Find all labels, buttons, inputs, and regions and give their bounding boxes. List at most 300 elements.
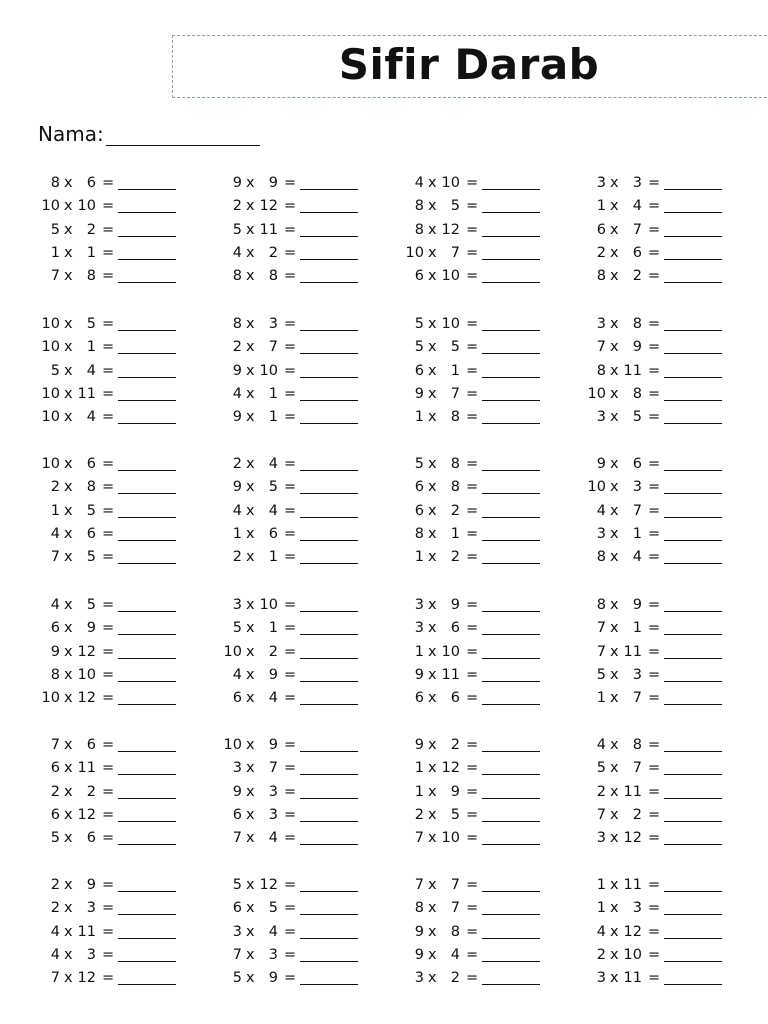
multiplier: 3	[268, 806, 278, 823]
equals-sign: =	[648, 409, 661, 426]
multiplicand: 5	[596, 666, 606, 683]
times-sign: x	[610, 316, 619, 332]
equals-sign: =	[648, 479, 661, 496]
answer-blank[interactable]	[482, 946, 540, 962]
multiplicand: 2	[50, 783, 60, 800]
answer-blank[interactable]	[482, 525, 540, 541]
times-sign: x	[610, 385, 619, 402]
answer-blank[interactable]	[300, 666, 358, 682]
times-sign: x	[610, 877, 619, 893]
name-input-line[interactable]	[106, 125, 260, 146]
answer-blank[interactable]	[300, 783, 358, 799]
equals-sign: =	[648, 268, 661, 285]
multiplier: 1	[632, 620, 642, 637]
equals-sign: =	[466, 409, 479, 426]
equals-sign: =	[284, 760, 297, 777]
equals-sign: =	[284, 620, 297, 637]
multiplier: 6	[450, 620, 460, 637]
multiplicand: 1	[596, 690, 606, 707]
answer-blank[interactable]	[300, 244, 358, 260]
answer-blank[interactable]	[118, 969, 176, 985]
equals-sign: =	[466, 877, 479, 893]
times-sign: x	[428, 760, 437, 777]
equals-sign: =	[466, 385, 479, 402]
equals-sign: =	[102, 970, 115, 987]
multiplier: 7	[268, 760, 278, 777]
answer-blank[interactable]	[118, 455, 176, 471]
multiplicand: 3	[596, 970, 606, 987]
answer-blank[interactable]	[118, 478, 176, 494]
equals-sign: =	[284, 666, 297, 683]
times-sign: x	[610, 198, 619, 215]
answer-blank[interactable]	[664, 596, 722, 612]
answer-blank[interactable]	[664, 385, 722, 401]
answer-blank[interactable]	[118, 806, 176, 822]
multiplicand: 10	[223, 643, 242, 660]
equals-sign: =	[466, 198, 479, 215]
multiplicand: 9	[414, 946, 424, 963]
answer-blank[interactable]	[300, 596, 358, 612]
answer-blank[interactable]	[664, 783, 722, 799]
multiplicand: 1	[596, 198, 606, 215]
times-sign: x	[64, 268, 73, 285]
answer-blank[interactable]	[482, 408, 540, 424]
multiplicand: 1	[596, 877, 606, 893]
answer-blank[interactable]	[300, 408, 358, 424]
answer-blank[interactable]	[482, 969, 540, 985]
answer-blank[interactable]	[118, 666, 176, 682]
answer-blank[interactable]	[300, 197, 358, 213]
answer-blank[interactable]	[482, 596, 540, 612]
answer-blank[interactable]	[664, 689, 722, 705]
answer-blank[interactable]	[300, 548, 358, 564]
answer-blank[interactable]	[664, 619, 722, 635]
answer-blank[interactable]	[300, 315, 358, 331]
equals-sign: =	[648, 783, 661, 800]
answer-blank[interactable]	[118, 876, 176, 892]
equals-sign: =	[466, 244, 479, 261]
multiplicand: 2	[232, 339, 242, 356]
times-sign: x	[246, 221, 255, 238]
equals-sign: =	[102, 806, 115, 823]
multiplicand: 2	[596, 946, 606, 963]
answer-blank[interactable]	[300, 946, 358, 962]
answer-blank[interactable]	[664, 525, 722, 541]
multiplier: 2	[632, 806, 642, 823]
answer-blank[interactable]	[482, 362, 540, 378]
answer-blank[interactable]	[300, 502, 358, 518]
answer-blank[interactable]	[482, 619, 540, 635]
answer-blank[interactable]	[664, 174, 722, 190]
multiplicand: 9	[232, 783, 242, 800]
answer-blank[interactable]	[118, 385, 176, 401]
equals-sign: =	[102, 620, 115, 637]
answer-blank[interactable]	[118, 619, 176, 635]
times-sign: x	[428, 900, 437, 917]
answer-blank[interactable]	[664, 338, 722, 354]
multiplicand: 3	[232, 597, 242, 613]
equals-sign: =	[466, 620, 479, 637]
equals-sign: =	[648, 970, 661, 987]
answer-blank[interactable]	[300, 876, 358, 892]
answer-blank[interactable]	[664, 197, 722, 213]
equals-sign: =	[102, 502, 115, 519]
equals-sign: =	[648, 362, 661, 379]
equals-sign: =	[284, 409, 297, 426]
multiplicand: 3	[414, 597, 424, 613]
times-sign: x	[610, 620, 619, 637]
multiplier: 4	[632, 549, 642, 566]
answer-blank[interactable]	[664, 408, 722, 424]
equals-sign: =	[648, 502, 661, 519]
answer-blank[interactable]	[664, 946, 722, 962]
multiplicand: 7	[232, 946, 242, 963]
multiplier: 8	[632, 385, 642, 402]
times-sign: x	[610, 244, 619, 261]
answer-blank[interactable]	[482, 502, 540, 518]
times-sign: x	[64, 525, 73, 542]
answer-blank[interactable]	[118, 525, 176, 541]
answer-blank[interactable]	[118, 315, 176, 331]
answer-blank[interactable]	[118, 946, 176, 962]
multiplicand: 4	[596, 923, 606, 940]
multiplier: 5	[86, 597, 96, 613]
answer-blank[interactable]	[118, 736, 176, 752]
equals-sign: =	[102, 479, 115, 496]
equals-sign: =	[648, 946, 661, 963]
multiplier: 2	[450, 737, 460, 753]
multiplier: 3	[632, 900, 642, 917]
answer-blank[interactable]	[664, 267, 722, 283]
answer-blank[interactable]	[300, 736, 358, 752]
times-sign: x	[610, 737, 619, 753]
times-sign: x	[428, 456, 437, 472]
equals-sign: =	[102, 900, 115, 917]
answer-blank[interactable]	[118, 783, 176, 799]
multiplier: 6	[86, 525, 96, 542]
times-sign: x	[64, 409, 73, 426]
equals-sign: =	[466, 830, 479, 847]
multiplier: 1	[268, 620, 278, 637]
answer-blank[interactable]	[300, 969, 358, 985]
multiplicand: 10	[41, 690, 60, 707]
multiplicand: 2	[50, 479, 60, 496]
equals-sign: =	[648, 900, 661, 917]
multiplier: 3	[268, 783, 278, 800]
answer-blank[interactable]	[482, 174, 540, 190]
multiplicand: 1	[414, 760, 424, 777]
worksheet-title: Sifir Darab	[338, 40, 600, 89]
multiplicand: 1	[414, 643, 424, 660]
answer-blank[interactable]	[482, 759, 540, 775]
answer-blank[interactable]	[300, 759, 358, 775]
answer-blank[interactable]	[300, 221, 358, 237]
answer-blank[interactable]	[482, 923, 540, 939]
multiplicand: 1	[414, 409, 424, 426]
answer-blank[interactable]	[482, 806, 540, 822]
answer-blank[interactable]	[300, 385, 358, 401]
multiplier: 8	[632, 737, 642, 753]
times-sign: x	[246, 479, 255, 496]
times-sign: x	[610, 502, 619, 519]
answer-blank[interactable]	[482, 478, 540, 494]
equals-sign: =	[102, 316, 115, 332]
multiplicand: 7	[596, 643, 606, 660]
multiplicand: 3	[596, 830, 606, 847]
answer-blank[interactable]	[300, 174, 358, 190]
answer-blank[interactable]	[118, 197, 176, 213]
multiplier: 4	[268, 502, 278, 519]
answer-blank[interactable]	[482, 643, 540, 659]
times-sign: x	[428, 923, 437, 940]
equals-sign: =	[466, 643, 479, 660]
times-sign: x	[428, 970, 437, 987]
times-sign: x	[64, 783, 73, 800]
multiplier: 9	[632, 597, 642, 613]
multiplicand: 5	[414, 456, 424, 472]
answer-blank[interactable]	[664, 643, 722, 659]
answer-blank[interactable]	[664, 969, 722, 985]
equals-sign: =	[284, 221, 297, 238]
answer-blank[interactable]	[118, 829, 176, 845]
answer-blank[interactable]	[300, 478, 358, 494]
multiplier: 1	[450, 525, 460, 542]
equals-sign: =	[466, 760, 479, 777]
equals-sign: =	[102, 597, 115, 613]
multiplicand: 3	[232, 923, 242, 940]
answer-blank[interactable]	[300, 806, 358, 822]
answer-blank[interactable]	[300, 899, 358, 915]
answer-blank[interactable]	[118, 221, 176, 237]
answer-blank[interactable]	[118, 759, 176, 775]
multiplicand: 4	[232, 385, 242, 402]
answer-blank[interactable]	[664, 362, 722, 378]
multiplier: 7	[632, 690, 642, 707]
answer-blank[interactable]	[664, 502, 722, 518]
equals-sign: =	[648, 244, 661, 261]
answer-blank[interactable]	[118, 923, 176, 939]
multiplier: 10	[77, 198, 96, 215]
equals-sign: =	[466, 479, 479, 496]
answer-blank[interactable]	[664, 899, 722, 915]
equals-sign: =	[284, 456, 297, 472]
answer-blank[interactable]	[664, 666, 722, 682]
equals-sign: =	[284, 198, 297, 215]
answer-blank[interactable]	[300, 267, 358, 283]
times-sign: x	[64, 175, 73, 191]
times-sign: x	[428, 316, 437, 332]
answer-blank[interactable]	[118, 502, 176, 518]
multiplier: 1	[450, 362, 460, 379]
answer-blank[interactable]	[118, 548, 176, 564]
answer-blank[interactable]	[664, 548, 722, 564]
equals-sign: =	[284, 690, 297, 707]
times-sign: x	[246, 549, 255, 566]
equals-sign: =	[466, 806, 479, 823]
equals-sign: =	[102, 198, 115, 215]
multiplier: 8	[450, 456, 460, 472]
answer-blank[interactable]	[482, 267, 540, 283]
multiplier: 10	[441, 316, 460, 332]
answer-blank[interactable]	[664, 736, 722, 752]
times-sign: x	[428, 362, 437, 379]
answer-blank[interactable]	[300, 525, 358, 541]
multiplier: 12	[77, 806, 96, 823]
times-sign: x	[428, 525, 437, 542]
answer-blank[interactable]	[118, 689, 176, 705]
multiplier: 4	[268, 830, 278, 847]
answer-blank[interactable]	[664, 806, 722, 822]
answer-blank[interactable]	[300, 829, 358, 845]
equals-sign: =	[466, 783, 479, 800]
multiplier: 10	[441, 830, 460, 847]
times-sign: x	[428, 830, 437, 847]
answer-blank[interactable]	[664, 478, 722, 494]
times-sign: x	[64, 970, 73, 987]
answer-blank[interactable]	[482, 221, 540, 237]
answer-blank[interactable]	[664, 759, 722, 775]
answer-blank[interactable]	[118, 338, 176, 354]
answer-blank[interactable]	[482, 385, 540, 401]
times-sign: x	[610, 806, 619, 823]
multiplicand: 9	[232, 479, 242, 496]
multiplier: 8	[450, 409, 460, 426]
answer-blank[interactable]	[300, 619, 358, 635]
answer-blank[interactable]	[118, 643, 176, 659]
times-sign: x	[246, 362, 255, 379]
times-sign: x	[64, 923, 73, 940]
times-sign: x	[428, 409, 437, 426]
multiplier: 4	[268, 923, 278, 940]
answer-blank[interactable]	[664, 315, 722, 331]
times-sign: x	[610, 900, 619, 917]
equals-sign: =	[648, 877, 661, 893]
answer-blank[interactable]	[482, 244, 540, 260]
multiplicand: 9	[414, 923, 424, 940]
times-sign: x	[610, 597, 619, 613]
multiplicand: 1	[232, 525, 242, 542]
answer-blank[interactable]	[118, 596, 176, 612]
multiplier: 6	[86, 175, 96, 191]
times-sign: x	[246, 783, 255, 800]
multiplier: 12	[259, 877, 278, 893]
equals-sign: =	[648, 923, 661, 940]
multiplicand: 4	[232, 502, 242, 519]
answer-blank[interactable]	[482, 736, 540, 752]
times-sign: x	[64, 643, 73, 660]
equals-sign: =	[102, 221, 115, 238]
multiplicand: 7	[50, 737, 60, 753]
times-sign: x	[610, 923, 619, 940]
multiplier: 5	[450, 806, 460, 823]
multiplicand: 6	[414, 479, 424, 496]
equals-sign: =	[102, 643, 115, 660]
equals-sign: =	[466, 970, 479, 987]
multiplicand: 6	[50, 806, 60, 823]
answer-blank[interactable]	[482, 338, 540, 354]
multiplicand: 2	[50, 900, 60, 917]
answer-blank[interactable]	[664, 876, 722, 892]
answer-blank[interactable]	[300, 643, 358, 659]
times-sign: x	[246, 316, 255, 332]
multiplier: 11	[259, 221, 278, 238]
answer-blank[interactable]	[118, 267, 176, 283]
answer-blank[interactable]	[664, 221, 722, 237]
answer-blank[interactable]	[482, 666, 540, 682]
times-sign: x	[246, 830, 255, 847]
equals-sign: =	[648, 385, 661, 402]
answer-blank[interactable]	[300, 455, 358, 471]
multiplicand: 6	[50, 620, 60, 637]
multiplier: 3	[632, 666, 642, 683]
answer-blank[interactable]	[300, 689, 358, 705]
multiplier: 10	[259, 362, 278, 379]
times-sign: x	[246, 339, 255, 356]
multiplier: 10	[441, 268, 460, 285]
times-sign: x	[610, 830, 619, 847]
answer-blank[interactable]	[300, 923, 358, 939]
multiplicand: 4	[232, 244, 242, 261]
multiplicand: 7	[596, 620, 606, 637]
times-sign: x	[64, 549, 73, 566]
times-sign: x	[64, 221, 73, 238]
answer-blank[interactable]	[482, 899, 540, 915]
times-sign: x	[64, 690, 73, 707]
answer-blank[interactable]	[118, 244, 176, 260]
answer-blank[interactable]	[118, 174, 176, 190]
times-sign: x	[610, 339, 619, 356]
answer-blank[interactable]	[664, 923, 722, 939]
answer-blank[interactable]	[664, 829, 722, 845]
multiplicand: 4	[596, 502, 606, 519]
answer-blank[interactable]	[482, 876, 540, 892]
multiplier: 11	[77, 923, 96, 940]
multiplicand: 3	[596, 409, 606, 426]
answer-blank[interactable]	[118, 408, 176, 424]
times-sign: x	[64, 877, 73, 893]
answer-blank[interactable]	[664, 455, 722, 471]
answer-blank[interactable]	[300, 338, 358, 354]
answer-blank[interactable]	[118, 899, 176, 915]
answer-blank[interactable]	[664, 244, 722, 260]
answer-blank[interactable]	[300, 362, 358, 378]
times-sign: x	[246, 806, 255, 823]
answer-blank[interactable]	[482, 455, 540, 471]
equals-sign: =	[648, 643, 661, 660]
equals-sign: =	[648, 525, 661, 542]
answer-blank[interactable]	[118, 362, 176, 378]
multiplier: 12	[77, 643, 96, 660]
multiplicand: 8	[596, 362, 606, 379]
multiplicand: 9	[50, 643, 60, 660]
multiplier: 5	[632, 409, 642, 426]
equals-sign: =	[466, 339, 479, 356]
multiplier: 4	[86, 362, 96, 379]
answer-blank[interactable]	[482, 689, 540, 705]
multiplicand: 6	[232, 900, 242, 917]
answer-blank[interactable]	[482, 548, 540, 564]
answer-blank[interactable]	[482, 315, 540, 331]
equals-sign: =	[648, 597, 661, 613]
times-sign: x	[246, 502, 255, 519]
multiplier: 4	[268, 456, 278, 472]
multiplicand: 8	[50, 175, 60, 191]
answer-blank[interactable]	[482, 829, 540, 845]
answer-blank[interactable]	[482, 783, 540, 799]
multiplier: 5	[268, 900, 278, 917]
answer-blank[interactable]	[482, 197, 540, 213]
times-sign: x	[428, 244, 437, 261]
